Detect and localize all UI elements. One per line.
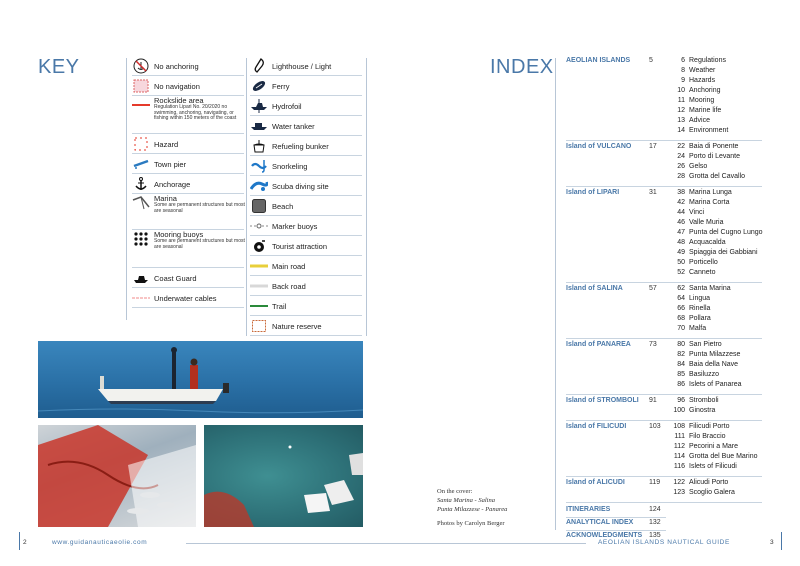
index-entry-title: Grotta del Bue Marino	[689, 453, 758, 460]
index-entry-title: Santa Marina	[689, 285, 731, 292]
index-entry[interactable]	[671, 284, 731, 294]
index-entry-page: 8	[681, 67, 685, 74]
key-item	[132, 134, 178, 154]
key-item-label: Ferry	[272, 81, 290, 91]
key-item-label: Coast Guard	[154, 273, 197, 283]
key-item-label: Nature reserve	[272, 321, 322, 331]
index-entry-page: 112	[673, 443, 685, 450]
key-item-label: Hazard	[154, 139, 179, 149]
index-entry[interactable]	[671, 360, 742, 370]
index-entry[interactable]	[671, 294, 731, 304]
index-entry[interactable]	[671, 370, 742, 380]
index-section	[566, 340, 762, 396]
key-item-label: Tourist attraction	[272, 241, 328, 251]
index-entry-title: Marine life	[689, 107, 722, 114]
nature-reserve-icon	[250, 317, 268, 335]
footer-tick-left	[19, 532, 20, 550]
index-entry[interactable]	[671, 208, 763, 218]
harbor-boats-photo	[204, 425, 363, 527]
index-section-page: 103	[649, 423, 661, 430]
key-item	[250, 176, 329, 196]
index-entry-page: 85	[677, 371, 685, 378]
index-section	[566, 284, 762, 340]
index-entry[interactable]	[671, 152, 745, 162]
index-entry-title: Marina Corta	[689, 199, 730, 206]
index-entry-page: 96	[677, 397, 685, 404]
no-navigation-icon	[132, 77, 150, 95]
index-entry[interactable]	[671, 248, 763, 258]
cover-caption-line2: Santa Marina - Salina	[437, 497, 495, 504]
index-section-page: 31	[649, 189, 657, 196]
index-entry-title: Baia della Nave	[689, 361, 739, 368]
key-item	[132, 268, 197, 288]
index-extra-title: ACKNOWLEDGMENTS	[566, 532, 643, 539]
index-entry[interactable]	[671, 268, 763, 278]
index-title: INDEX	[490, 56, 554, 78]
index-entry[interactable]	[671, 396, 719, 406]
snorkeling-icon	[250, 157, 268, 175]
index-entry[interactable]	[671, 56, 728, 66]
cover-caption-line3: Punta Milazzese - Panarea	[437, 506, 508, 513]
key-item	[132, 76, 200, 96]
key-item	[132, 96, 246, 134]
index-entry-page: 100	[673, 407, 685, 414]
index-separator	[566, 517, 666, 518]
index-entry[interactable]	[671, 452, 757, 462]
index-entry-title: Basiluzzo	[689, 371, 719, 378]
key-item	[250, 56, 331, 76]
index-entry-title: Regulations	[689, 57, 726, 64]
index-entry-page: 66	[677, 305, 685, 312]
index-section-title[interactable]: Island of ALICUDI	[566, 479, 625, 486]
index-entry-page: 26	[677, 163, 685, 170]
index-entry[interactable]	[671, 238, 763, 248]
index-entry-page: 68	[677, 315, 685, 322]
index-entry[interactable]	[671, 488, 735, 498]
index-section-title[interactable]: Island of FILICUDI	[566, 423, 627, 430]
key-item-label: Snorkeling	[272, 161, 308, 171]
anchor-icon	[132, 175, 150, 193]
cover-caption	[437, 487, 507, 528]
key-item-label: Marker buoys	[272, 221, 318, 231]
key-item-label: Refueling bunker	[272, 141, 329, 151]
key-item	[250, 156, 307, 176]
index-entry-title: Porticello	[689, 259, 718, 266]
index-entry-page: 50	[677, 259, 685, 266]
index-entry-page: 14	[677, 127, 685, 134]
index-entry[interactable]	[671, 462, 757, 472]
index-section-page: 73	[649, 341, 657, 348]
key-item-label: Marina	[154, 194, 177, 203]
key-item	[250, 256, 305, 276]
key-item-note: Regulation Lipari No. 20/2020 no swimming, anchoring, navigating, or fishing within 150 meters of the coast	[154, 104, 237, 122]
index-entry-title: Punta Milazzese	[689, 351, 741, 358]
index-entry[interactable]	[671, 218, 763, 228]
index-extra-page: 124	[649, 506, 661, 513]
index-entry-title: Weather	[689, 67, 716, 74]
index-entry-title: Grotta del Cavallo	[689, 173, 746, 180]
key-item	[250, 316, 322, 336]
index-entry[interactable]	[671, 142, 745, 152]
key-item-note: Some are permanent structures but most are seasonal	[154, 238, 245, 250]
index-entry-title: Acquacalda	[689, 239, 726, 246]
rockslide-line-icon	[132, 96, 150, 114]
index-entry[interactable]	[671, 116, 728, 126]
index-entry-page: 62	[677, 285, 685, 292]
key-item	[250, 196, 293, 216]
ferry-icon	[250, 77, 268, 95]
index-entry-title: Pecorini a Mare	[689, 443, 739, 450]
scuba-diving-icon	[250, 177, 268, 195]
index-entry-page: 116	[673, 463, 685, 470]
index-section	[566, 396, 762, 422]
index-section	[566, 478, 762, 504]
index-entry[interactable]	[671, 86, 728, 96]
key-item	[250, 116, 315, 136]
index-entry-page: 22	[677, 143, 685, 150]
index-entry-title: Stromboli	[689, 397, 719, 404]
index-section	[566, 56, 762, 142]
fishing-nets-photo	[38, 425, 196, 527]
key-item-label: Trail	[272, 301, 287, 311]
index-entry-title: Pollara	[689, 315, 711, 322]
key-item-label: Hydrofoil	[272, 101, 302, 111]
water-tanker-icon	[250, 117, 268, 135]
key-item	[250, 236, 327, 256]
key-item-label: Lighthouse / Light	[272, 61, 332, 71]
key-item-label: Mooring buoys	[154, 230, 204, 239]
index-separator	[566, 502, 762, 503]
key-item-label: Water tanker	[272, 121, 315, 131]
index-entry-title: Lingua	[689, 295, 711, 302]
index-entry[interactable]	[671, 188, 763, 198]
index-entry-page: 122	[673, 479, 685, 486]
index-entry-title: Anchoring	[689, 87, 721, 94]
key-title: KEY	[38, 56, 80, 78]
index-section-title[interactable]: AEOLIAN ISLANDS	[566, 57, 631, 64]
key-item	[132, 174, 190, 194]
index-entry-title: San Pietro	[689, 341, 722, 348]
key-item	[132, 230, 246, 268]
index-entry-title: Filicudi Porto	[689, 423, 730, 430]
index-entry[interactable]	[671, 324, 731, 334]
index-entry-page: 6	[681, 57, 685, 64]
mooring-buoys-icon	[132, 230, 150, 248]
index-entry-title: Scoglio Galera	[689, 489, 735, 496]
key-item-label: Beach	[272, 201, 294, 211]
index-separator	[566, 140, 762, 141]
index-separator	[566, 394, 762, 395]
index-entry-page: 86	[677, 381, 685, 388]
key-item-label: Rockslide area	[154, 96, 204, 105]
key-item	[132, 154, 186, 174]
footer-rule	[186, 543, 586, 544]
index-extra-page: 135	[649, 532, 661, 539]
index-section-page: 5	[649, 57, 653, 64]
index-entry-title: Islets of Filicudi	[689, 463, 737, 470]
index-entry-title: Baia di Ponente	[689, 143, 739, 150]
index-section-page: 119	[649, 479, 661, 486]
index-entry-page: 84	[677, 361, 685, 368]
index-entry-page: 123	[673, 489, 685, 496]
index-entry[interactable]	[671, 126, 728, 136]
index-entry[interactable]	[671, 258, 763, 268]
marina-icon	[132, 194, 150, 212]
index-entry-title: Canneto	[689, 269, 716, 276]
index-extra-page: 132	[649, 519, 661, 526]
index-extra-title: ITINERARIES	[566, 506, 611, 513]
index-separator	[566, 530, 666, 531]
index-entry-title: Hazards	[689, 77, 716, 84]
index-entry-title: Gelso	[689, 163, 708, 170]
index-entry[interactable]	[671, 106, 728, 116]
marker-buoys-icon	[250, 217, 268, 235]
index-entry-title: Filo Braccio	[689, 433, 726, 440]
index-entry-title: Spiaggia dei Gabbiani	[689, 249, 758, 256]
index-entry-page: 42	[677, 199, 685, 206]
index-entry-title: Punta del Cugno Lungo	[689, 229, 763, 236]
coast-guard-icon	[132, 269, 150, 287]
index-entry-page: 9	[681, 77, 685, 84]
index-section	[566, 422, 762, 478]
key-item	[250, 216, 317, 236]
key-divider	[126, 58, 127, 320]
index-entry[interactable]	[671, 350, 742, 360]
index-entry-title: Mooring	[689, 97, 715, 104]
index-entry[interactable]	[671, 198, 763, 208]
right-page-number: 3	[770, 539, 775, 546]
key-item-label: Back road	[272, 281, 306, 291]
index-section-page: 91	[649, 397, 657, 404]
index-entry[interactable]	[671, 96, 728, 106]
index-entry-title: Marina Lunga	[689, 189, 732, 196]
underwater-cables-icon	[132, 289, 150, 307]
index-section-title[interactable]: Island of STROMBOLI	[566, 397, 639, 404]
index-entry[interactable]	[671, 380, 742, 390]
index-section-page: 17	[649, 143, 657, 150]
index-entry-title: Malfa	[689, 325, 707, 332]
index-section	[566, 142, 762, 188]
key-divider	[246, 58, 247, 336]
key-item-note: Some are permanent structures but most are seasonal	[154, 202, 245, 214]
index-entry-title: Vinci	[689, 209, 705, 216]
index-entry[interactable]	[671, 442, 757, 452]
index-entry-page: 12	[677, 107, 685, 114]
photo-credit: Photos by Carolyn Berger	[437, 520, 505, 527]
index-entry[interactable]	[671, 422, 757, 432]
lighthouse-icon	[250, 57, 268, 75]
index-entry-page: 70	[677, 325, 685, 332]
index-separator	[566, 338, 762, 339]
key-item-label: No navigation	[154, 81, 200, 91]
key-divider	[366, 58, 367, 336]
hazard-icon	[132, 135, 150, 153]
index-entry[interactable]	[671, 162, 745, 172]
index-entry-page: 11	[677, 97, 685, 104]
index-entry-page: 24	[677, 153, 685, 160]
index-entry-title: Valle Muria	[689, 219, 724, 226]
index-section-title[interactable]: Island of SALINA	[566, 285, 623, 292]
index-section-title[interactable]: Island of VULCANO	[566, 143, 632, 150]
index-entry[interactable]	[671, 304, 731, 314]
index-entry[interactable]	[671, 432, 757, 442]
key-item-label: No anchoring	[154, 61, 199, 71]
index-entry-page: 114	[673, 453, 685, 460]
website-link[interactable]: www.guidanauticaeolie.com	[52, 539, 148, 546]
fishermen-boat-photo	[38, 341, 363, 418]
index-entry[interactable]	[671, 76, 728, 86]
index-section-page: 57	[649, 285, 657, 292]
key-item-label: Town pier	[154, 159, 187, 169]
index-entry[interactable]	[671, 66, 728, 76]
index-entry[interactable]	[671, 478, 735, 488]
index-entry[interactable]	[671, 172, 745, 182]
no-anchoring-icon	[132, 57, 150, 75]
index-separator	[566, 476, 762, 477]
boat-illustration	[38, 341, 363, 418]
index-entry[interactable]	[671, 340, 742, 350]
index-entry[interactable]	[671, 228, 763, 238]
index-entry-page: 108	[673, 423, 685, 430]
index-entry[interactable]	[671, 406, 719, 416]
index-entry-page: 80	[677, 341, 685, 348]
key-item	[132, 56, 199, 76]
index-entry-page: 47	[677, 229, 685, 236]
index-entry-title: Porto di Levante	[689, 153, 740, 160]
index-separator	[566, 420, 762, 421]
guide-title: AEOLIAN ISLANDS NAUTICAL GUIDE	[598, 539, 730, 546]
index-section	[566, 188, 762, 284]
index-entry-page: 111	[674, 433, 685, 440]
index-entry-page: 52	[677, 269, 685, 276]
key-item	[250, 296, 286, 316]
footer-tick-right	[781, 532, 782, 550]
index-entry-page: 64	[677, 295, 685, 302]
town-pier-icon	[132, 155, 150, 173]
index-entry[interactable]	[671, 314, 731, 324]
trail-icon	[250, 297, 268, 315]
key-row-separator	[250, 335, 362, 336]
index-separator	[566, 186, 762, 187]
index-divider	[555, 58, 556, 530]
index-section-title[interactable]: Island of LIPARI	[566, 189, 620, 196]
left-page-number: 2	[23, 539, 28, 546]
cover-caption-line1: On the cover:	[437, 488, 473, 495]
index-entry-title: Ginostra	[689, 407, 716, 414]
index-section-title[interactable]: Island of PANAREA	[566, 341, 631, 348]
index-entry-title: Rinella	[689, 305, 711, 312]
index-entry-title: Islets of Panarea	[689, 381, 742, 388]
index-entry-page: 38	[677, 189, 685, 196]
index-entry-page: 10	[677, 87, 685, 94]
hydrofoil-icon	[250, 97, 268, 115]
index-extra-title: ANALYTICAL INDEX	[566, 519, 634, 526]
key-item-label: Anchorage	[154, 179, 191, 189]
index-entry-page: 46	[677, 219, 685, 226]
index-entry-page: 82	[677, 351, 685, 358]
key-item-label: Main road	[272, 261, 306, 271]
key-item	[250, 76, 290, 96]
key-row-separator	[132, 307, 244, 308]
index-entry-title: Environment	[689, 127, 729, 134]
main-road-icon	[250, 257, 268, 275]
index-entry-title: Alicudi Porto	[689, 479, 729, 486]
index-entry-page: 13	[677, 117, 685, 124]
key-item	[250, 96, 302, 116]
index-entry-page: 28	[677, 173, 685, 180]
key-item	[132, 288, 217, 308]
key-item	[250, 136, 329, 156]
index-separator	[566, 282, 762, 283]
index-entry-title: Advice	[689, 117, 711, 124]
key-item-label: Underwater cables	[154, 293, 217, 303]
key-item-label: Scuba diving site	[272, 181, 329, 191]
index-entry-page: 44	[677, 209, 685, 216]
back-road-icon	[250, 277, 268, 295]
tourist-attraction-icon	[250, 237, 268, 255]
refueling-bunker-icon	[250, 137, 268, 155]
key-item	[250, 276, 306, 296]
key-item	[132, 194, 246, 230]
index-entry-page: 48	[677, 239, 685, 246]
index-entry-page: 49	[677, 249, 685, 256]
beach-icon	[250, 197, 268, 215]
